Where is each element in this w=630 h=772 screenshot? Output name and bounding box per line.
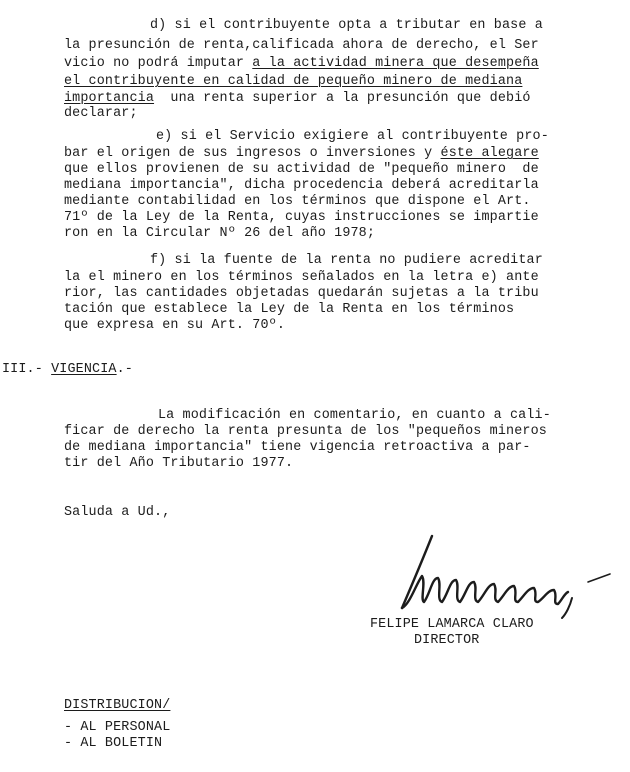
para-f-line-2: la el minero en los términos señalados en la letra e) ante <box>64 270 539 285</box>
para-d-line-6: declarar; <box>64 106 138 121</box>
para-d-line-5-text: una renta superior a la presunción que debió <box>154 91 531 106</box>
para-e-underlined-phrase: éste alegare <box>440 146 539 161</box>
para-d-underlined-phrase-1: a la actividad minera que desempeña <box>252 56 539 71</box>
section-title-suffix: .- <box>116 362 133 377</box>
para-e-line-3: que ellos provienen de su actividad de "pequeño minero de <box>64 162 539 177</box>
closing-salutation: Saluda a Ud., <box>64 505 171 520</box>
para-d-line-1: d) si el contribuyente opta a tributar en base a <box>150 18 543 33</box>
signatory-title: DIRECTOR <box>414 633 480 648</box>
vigencia-line-1: La modificación en comentario, en cuanto a cali- <box>158 408 551 423</box>
distribution-heading: DISTRIBUCION/ <box>64 698 171 713</box>
para-f-line-4: tación que establece la Ley de la Renta en los términos <box>64 302 515 317</box>
signatory-name: FELIPE LAMARCA CLARO <box>370 617 534 632</box>
distribution-item: - AL BOLETIN <box>64 736 163 751</box>
para-d-line-2: la presunción de renta,calificada ahora de derecho, el Ser <box>64 38 539 53</box>
para-d-line-5 <box>64 91 531 107</box>
para-e-line-5: mediante contabilidad en los términos que dispone el Art. <box>64 194 531 209</box>
para-e-line-2 <box>64 146 539 162</box>
para-e-line-6: 71º de la Ley de la Renta, cuyas instrucciones se impartie <box>64 210 539 225</box>
para-f-line-5: que expresa en su Art. 70º. <box>64 318 286 333</box>
para-d-underlined-phrase-2: el contribuyente en calidad de pequeño minero de mediana <box>64 74 523 89</box>
para-f-line-3: rior, las cantidades objetadas quedarán sujetas a la tribu <box>64 286 539 301</box>
para-e-line-4: mediana importancia", dicha procedencia deberá acreditarla <box>64 178 539 193</box>
vigencia-line-2: ficar de derecho la renta presunta de los "pequeños mineros <box>64 424 547 439</box>
section-title: VIGENCIA <box>51 362 117 377</box>
section-heading <box>2 362 133 378</box>
para-d-line-3-text: vicio no podrá imputar <box>64 56 253 71</box>
para-d-underlined-phrase-3: importancia <box>64 91 155 106</box>
para-e-line-7: ron en la Circular Nº 26 del año 1978; <box>64 226 376 241</box>
para-e-line-1: e) si el Servicio exigiere al contribuyente pro- <box>156 129 549 144</box>
para-e-line-2-text: bar el origen de sus ingresos o inversiones y <box>64 146 441 161</box>
handwritten-signature <box>396 530 618 622</box>
vigencia-line-3: de mediana importancia" tiene vigencia retroactiva a par- <box>64 440 531 455</box>
distribution-item: - AL PERSONAL <box>64 720 171 735</box>
section-number: III.- <box>2 362 52 377</box>
para-d-line-3 <box>64 56 539 72</box>
para-f-line-1: f) si la fuente de la renta no pudiere acreditar <box>150 253 543 268</box>
vigencia-line-4: tir del Año Tributario 1977. <box>64 456 294 471</box>
